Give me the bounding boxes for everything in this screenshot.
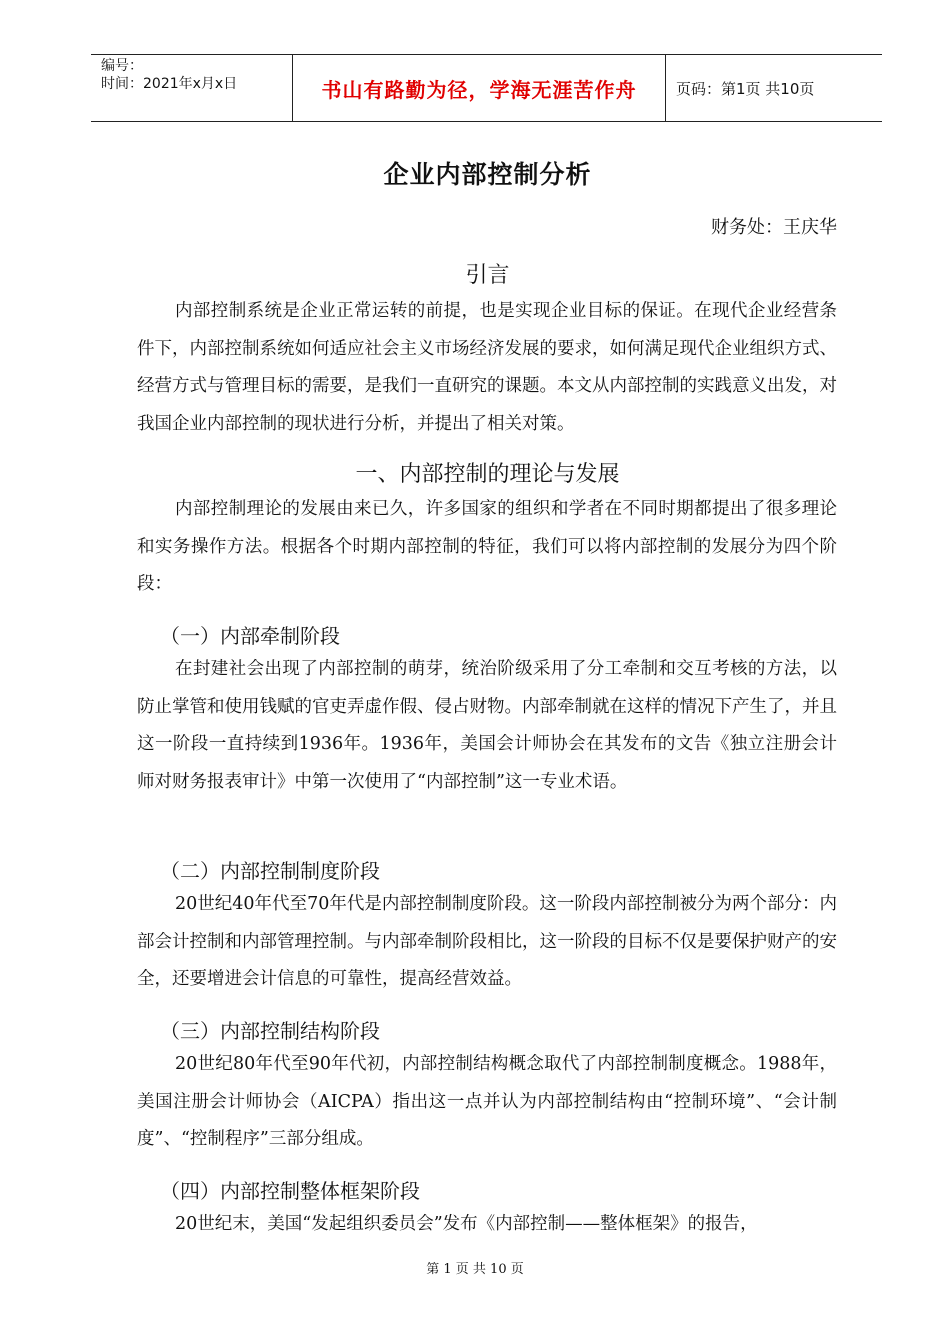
section1-paragraph: 内部控制理论的发展由来已久，许多国家的组织和学者在不同时期都提出了很多理论和实务操作方法。根据各个时期内部控制的特征，我们可以将内部控制的发展分为四个阶段：: [137, 499, 837, 594]
stage1-paragraph: 在封建社会出现了内部控制的萌芽，统治阶级采用了分工牵制和交互考核的方法，以防止掌管和使用钱赋的官吏弄虚作假、侵占财物。内部牵制就在这样的情况下产生了，并且这一阶段一直持续到1936年。1936年，美国会计师协会在其发布的文告《独立注册会计师对财务报表审计》中第一次使用了“内部控制”这一专业术语。: [137, 659, 837, 792]
stage2-heading: （二）内部控制制度阶段: [160, 859, 380, 883]
motto: 书山有路勤为径，学海无涯苦作舟: [293, 55, 666, 121]
stage2-paragraph: 20世纪40年代至70年代是内部控制制度阶段。这一阶段内部控制被分为两个部分：内部会计控制和内部管理控制。与内部牵制阶段相比，这一阶段的目标不仅是要保护财产的安全，还要增进会计信息的可靠性，提高经营效益。: [137, 894, 837, 989]
page-footer: [0, 1258, 950, 1277]
header-meta: [91, 55, 293, 121]
stage3-heading: （三）内部控制结构阶段: [160, 1019, 380, 1043]
number-label: 编号：: [101, 58, 143, 74]
footer-page-number: 第 1 页 共 10 页: [426, 1262, 524, 1277]
author-line: 财务处：王庆华: [711, 217, 837, 238]
stage3-paragraph: 20世纪80年代至90年代初，内部控制结构概念取代了内部控制制度概念。1988年，美国注册会计师协会（AICPA）指出这一点并认为内部控制结构由“控制环境”、“会计制度”、“控制程序”三部分组成。: [137, 1054, 837, 1149]
time-label: 时间：2021年x月x日: [101, 76, 238, 92]
stage1-heading: （一）内部牵制阶段: [160, 624, 340, 648]
page-label: 页码：第1页 共10页: [676, 79, 815, 98]
document-header: [91, 54, 882, 122]
document-title: 企业内部控制分析: [383, 160, 592, 189]
intro-heading: 引言: [465, 263, 510, 288]
stage4-heading: （四）内部控制整体框架阶段: [160, 1179, 420, 1203]
section1-heading: 一、内部控制的理论与发展: [355, 462, 620, 487]
intro-paragraph: 内部控制系统是企业正常运转的前提，也是实现企业目标的保证。在现代企业经营条件下，内部控制系统如何适应社会主义市场经济发展的要求，如何满足现代企业组织方式、经营方式与管理目标的需要，是我们一直研究的课题。本文从内部控制的实践意义出发，对我国企业内部控制的现状进行分析，并提出了相关对策。: [137, 301, 837, 434]
stage4-paragraph: 20世纪末，美国“发起组织委员会”发布《内部控制——整体框架》的报告，: [175, 1214, 758, 1234]
